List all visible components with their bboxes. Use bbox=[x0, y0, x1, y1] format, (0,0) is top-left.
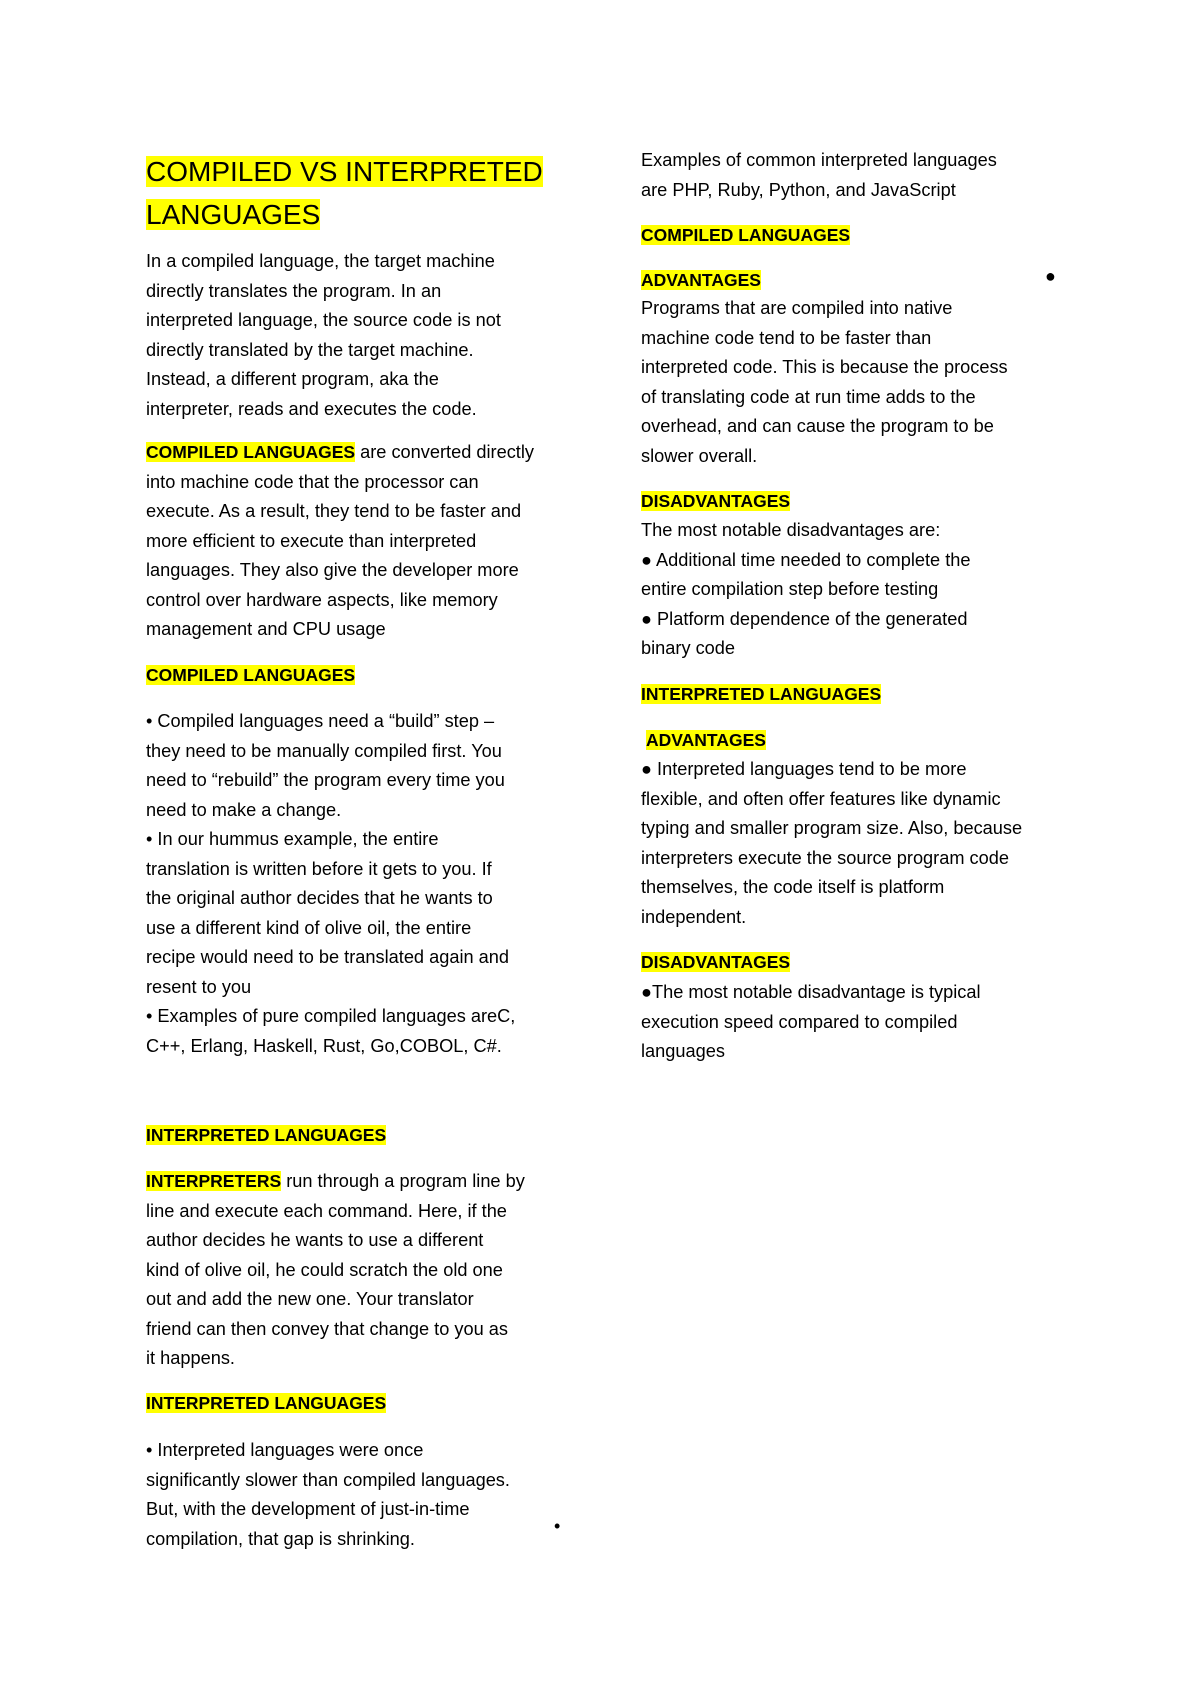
interpreted-bullets: • Interpreted languages were once significantly slower than compiled languages. But, with the development of just-in-time compilation, that gap is shrinking. bbox=[146, 1440, 510, 1549]
stray-bullet-right: ● bbox=[1045, 266, 1056, 286]
compiled-highlight: COMPILED LANGUAGES bbox=[146, 442, 356, 462]
int-disadvantages-heading bbox=[641, 948, 1071, 978]
advantages-heading-label: ADVANTAGES bbox=[641, 270, 761, 290]
interpreters-text: run through a program line by line and execute each command. Here, if the author decides he wants to use a different kind of olive oil, he could scratch the old one out and add the new one. Your translator friend can then convey that change to you as it happens. bbox=[146, 1171, 525, 1368]
compiled-text: are converted directly into machine code that the processor can execute. As a result, they tend to be faster and more efficient to execute than interpreted languages. They also give the developer more control over hardware aspects, like memory management and CPU usage bbox=[146, 442, 534, 639]
right-compiled-heading-label: COMPILED LANGUAGES bbox=[641, 225, 851, 245]
int-disadvantages-text: ●The most notable disadvantage is typical execution speed compared to compiled languages bbox=[641, 982, 981, 1061]
disadvantages-heading-label: DISADVANTAGES bbox=[641, 491, 791, 511]
stray-bullet-left: • bbox=[554, 1516, 561, 1536]
advantages-text: Programs that are compiled into native machine code tend to be faster than interpreted code. This is because the process of translating code at run time adds to the overhead, and can cause the program to be slower overall. bbox=[641, 298, 1008, 466]
interpreters-paragraph bbox=[146, 1167, 581, 1374]
examples-paragraph: Examples of common interpreted languages are PHP, Ruby, Python, and JavaScript bbox=[641, 150, 997, 200]
compiled-heading bbox=[146, 661, 581, 691]
interpreted-heading-label: INTERPRETED LANGUAGES bbox=[146, 1125, 387, 1145]
title-line-1: COMPILED VS INTERPRETED bbox=[146, 156, 543, 187]
right-interpreted-heading-label: INTERPRETED LANGUAGES bbox=[641, 684, 882, 704]
compiled-bullets: • Compiled languages need a “build” step – they need to be manually compiled first. You need to “rebuild” the program every time you need to make a change. • In our hummus example, the entire translation is written before it gets to you. If the original author decides that he wants to use a different kind of olive oil, the entire recipe would need to be translated again and resent to you • Examples of pure compiled languages areC, C++, Erlang, Haskell, Rust, Go,COBOL, C#. bbox=[146, 711, 516, 1056]
interpreted-heading-2 bbox=[146, 1389, 581, 1419]
right-compiled-heading bbox=[641, 221, 1071, 251]
int-advantages-heading-label: ADVANTAGES bbox=[646, 730, 766, 750]
interpreted-heading bbox=[146, 1121, 581, 1151]
interpreted-heading-2-label: INTERPRETED LANGUAGES bbox=[146, 1393, 387, 1413]
int-advantages-heading bbox=[646, 726, 1076, 756]
compiled-heading-label: COMPILED LANGUAGES bbox=[146, 665, 356, 685]
title-line-2: LANGUAGES bbox=[146, 199, 321, 230]
right-interpreted-heading bbox=[641, 680, 1071, 710]
interpreters-highlight: INTERPRETERS bbox=[146, 1171, 282, 1191]
int-advantages-text: ● Interpreted languages tend to be more flexible, and often offer features like dynamic typing and smaller program size. Also, because interpreters execute the source program code themselves, the code itself is platform independent. bbox=[641, 759, 1023, 927]
page-title bbox=[146, 150, 543, 236]
compiled-paragraph bbox=[146, 438, 581, 645]
disadvantages-heading bbox=[641, 487, 1071, 517]
disadvantages-text: The most notable disadvantages are: ● Additional time needed to complete the entire compilation step before testing ● Platform dependence of the generated binary code bbox=[641, 520, 971, 658]
int-disadvantages-heading-label: DISADVANTAGES bbox=[641, 952, 791, 972]
intro-paragraph: In a compiled language, the target machine directly translates the program. In an interpreted language, the source code is not directly translated by the target machine. Instead, a different program, aka the interpreter, reads and executes the code. bbox=[146, 251, 501, 419]
advantages-heading bbox=[641, 266, 1071, 296]
